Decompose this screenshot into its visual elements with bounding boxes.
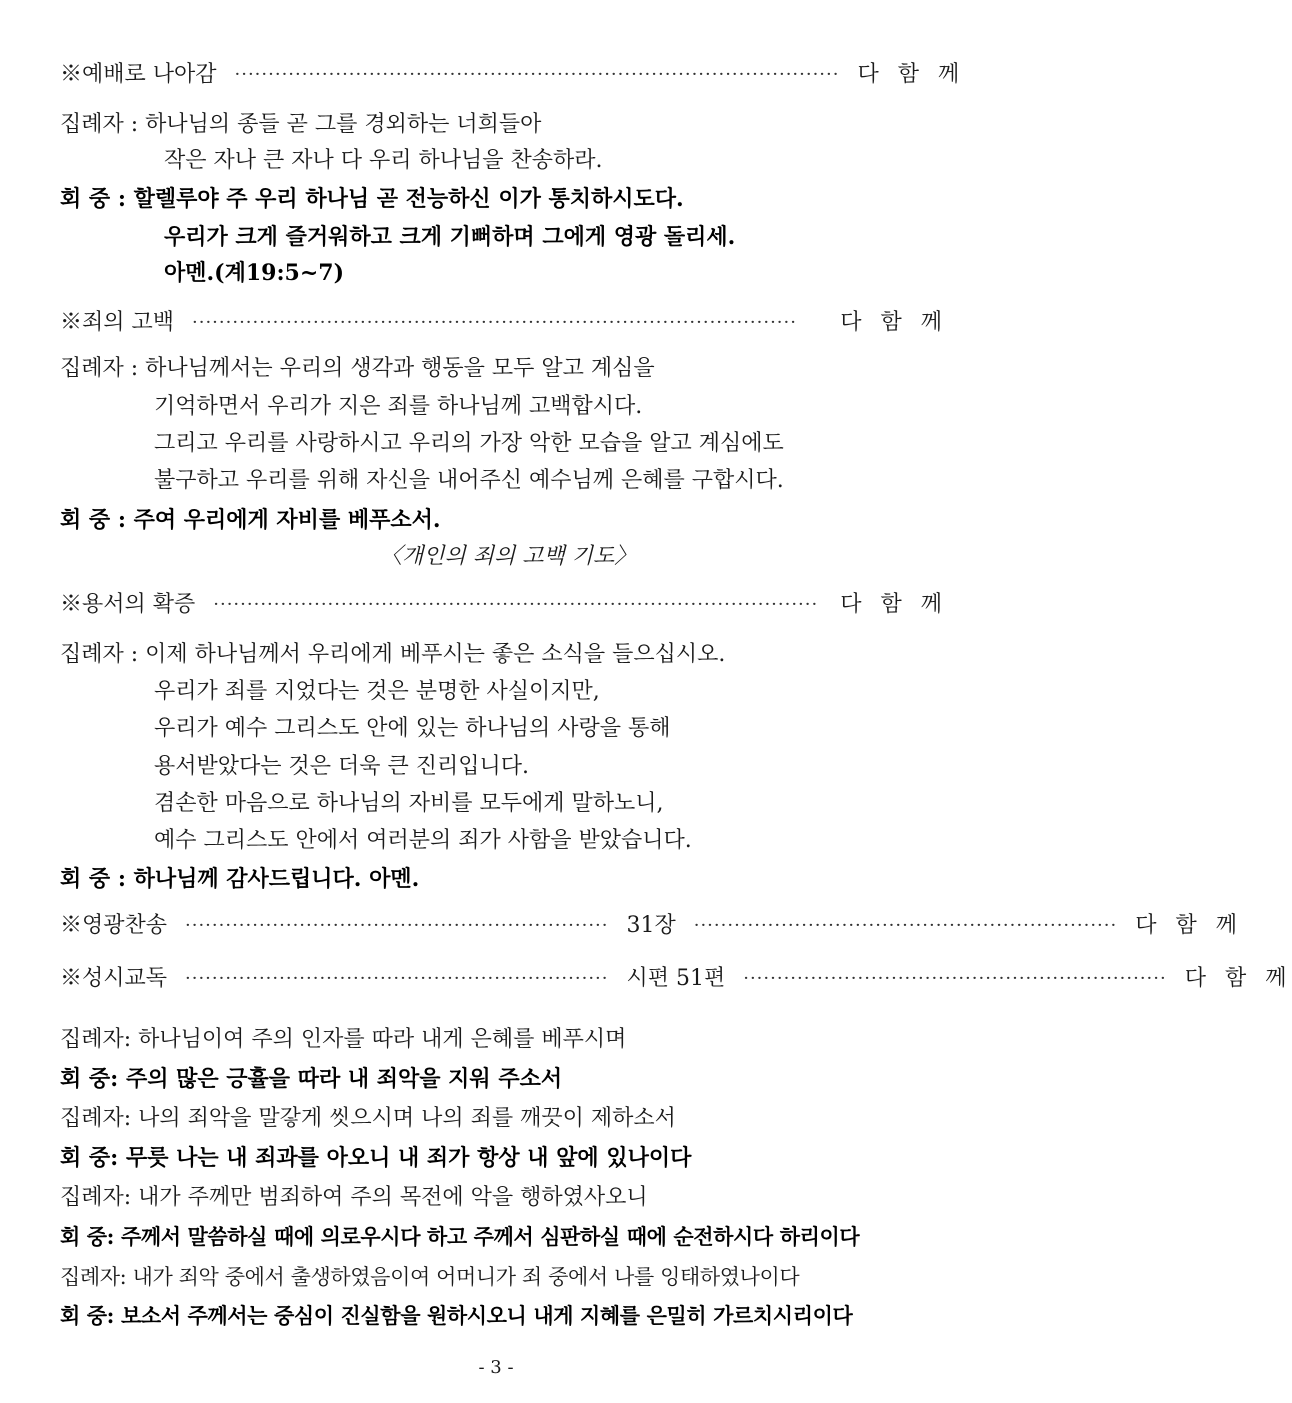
congregation-line: 회 중: 주께서 말씀하실 때에 의로우시다 하고 주께서 심판하실 때에 순전하시다 하리이다 xyxy=(60,1224,860,1249)
leader-line: 집례자: 내가 주께만 범죄하여 주의 목전에 악을 행하였사오니 xyxy=(60,1185,648,1210)
leader-line: 집례자 : 하나님의 종들 곧 그를 경외하는 너희들아 xyxy=(60,112,542,137)
leader-line: 집례자 : 이제 하나님께서 우리에게 베푸시는 좋은 소식을 들으십시오. xyxy=(60,642,726,667)
leader-line: 우리가 죄를 지었다는 것은 분명한 사실이지만, xyxy=(154,679,600,704)
heading-title: ※용서의 확증 xyxy=(60,592,196,617)
leader-line: 작은 자나 큰 자나 다 우리 하나님을 찬송하라. xyxy=(164,148,603,173)
congregation-line: 회 중 : 하나님께 감사드립니다. 아멘. xyxy=(60,866,420,892)
leader-line: 집례자: 하나님이여 주의 인자를 따라 내게 은혜를 베푸시며 xyxy=(60,1027,627,1052)
leader-line: 기억하면서 우리가 지은 죄를 하나님께 고백합시다. xyxy=(154,394,643,419)
prayer-note: 〈개인의 죄의 고백 기도〉 xyxy=(380,544,637,569)
heading-title: ※성시교독 xyxy=(60,966,168,991)
leader-dots: ······························································· xyxy=(185,915,609,936)
leader-dots: ·························································································· xyxy=(234,64,840,85)
leader-line: 불구하고 우리를 위해 자신을 내어주신 예수님께 은혜를 구합시다. xyxy=(154,468,784,493)
leader-line: 집례자: 내가 죄악 중에서 출생하였음이여 어머니가 죄 중에서 나를 잉태하였나이다 xyxy=(60,1265,800,1289)
heading-title: ※예배로 나아감 xyxy=(60,62,217,87)
leader-dots: ······························································· xyxy=(185,968,609,989)
hymn-number: 31장 xyxy=(626,913,676,938)
leader-line: 예수 그리스도 안에서 여러분의 죄가 사함을 받았습니다. xyxy=(154,828,692,853)
congregation-line: 우리가 크게 즐거워하고 크게 기뻐하며 그에게 영광 돌리세. xyxy=(164,224,736,250)
leader-line: 용서받았다는 것은 더욱 큰 진리입니다. xyxy=(154,754,529,779)
page-number: - 3 - xyxy=(478,1357,514,1378)
heading-title: ※죄의 고백 xyxy=(60,310,175,335)
congregation-line: 회 중: 주의 많은 긍휼을 따라 내 죄악을 지워 주소서 xyxy=(60,1066,563,1092)
leader-line: 집례자: 나의 죄악을 말갛게 씻으시며 나의 죄를 깨끗이 제하소서 xyxy=(60,1106,676,1131)
heading-responsive-reading xyxy=(60,964,1292,994)
leader-line: 집례자 : 하나님께서는 우리의 생각과 행동을 모두 알고 계심을 xyxy=(60,356,655,381)
liturgy-page xyxy=(60,0,1292,1403)
congregation-line: 회 중: 보소서 주께서는 중심이 진실함을 원하시오니 내게 지혜를 은밀히 가르치시리이다 xyxy=(60,1303,853,1328)
heading-assurance xyxy=(60,590,948,620)
heading-participant: 다 함 께 xyxy=(1184,966,1292,991)
leader-line: 우리가 예수 그리스도 안에 있는 하나님의 사랑을 통해 xyxy=(154,716,671,741)
leader-dots: ·························································································· xyxy=(192,312,797,333)
leader-dots: ·························································································· xyxy=(213,594,819,615)
congregation-line: 회 중 : 주여 우리에게 자비를 베푸소서. xyxy=(60,507,441,533)
heading-participant: 다 함 께 xyxy=(840,310,948,335)
heading-worship-entry xyxy=(60,60,966,90)
heading-participant: 다 함 께 xyxy=(1135,913,1243,938)
leader-line: 겸손한 마음으로 하나님의 자비를 모두에게 말하노니, xyxy=(154,791,664,816)
congregation-line: 회 중: 무릇 나는 내 죄과를 아오니 내 죄가 항상 내 앞에 있나이다 xyxy=(60,1145,692,1171)
scripture-reference: 아멘.(계19:5~7) xyxy=(164,260,345,286)
heading-title: ※영광찬송 xyxy=(60,913,168,938)
heading-participant: 다 함 께 xyxy=(840,592,948,617)
leader-dots: ······························································· xyxy=(693,915,1118,936)
congregation-line: 회 중 : 할렐루야 주 우리 하나님 곧 전능하신 이가 통치하시도다. xyxy=(60,186,684,212)
psalm-reference: 시편 51편 xyxy=(626,966,726,991)
heading-participant: 다 함 께 xyxy=(857,62,966,87)
heading-confession xyxy=(60,308,948,338)
leader-dots: ······························································· xyxy=(743,968,1167,989)
leader-line: 그리고 우리를 사랑하시고 우리의 가장 악한 모습을 알고 계심에도 xyxy=(154,431,784,456)
heading-gloria xyxy=(60,911,1243,941)
